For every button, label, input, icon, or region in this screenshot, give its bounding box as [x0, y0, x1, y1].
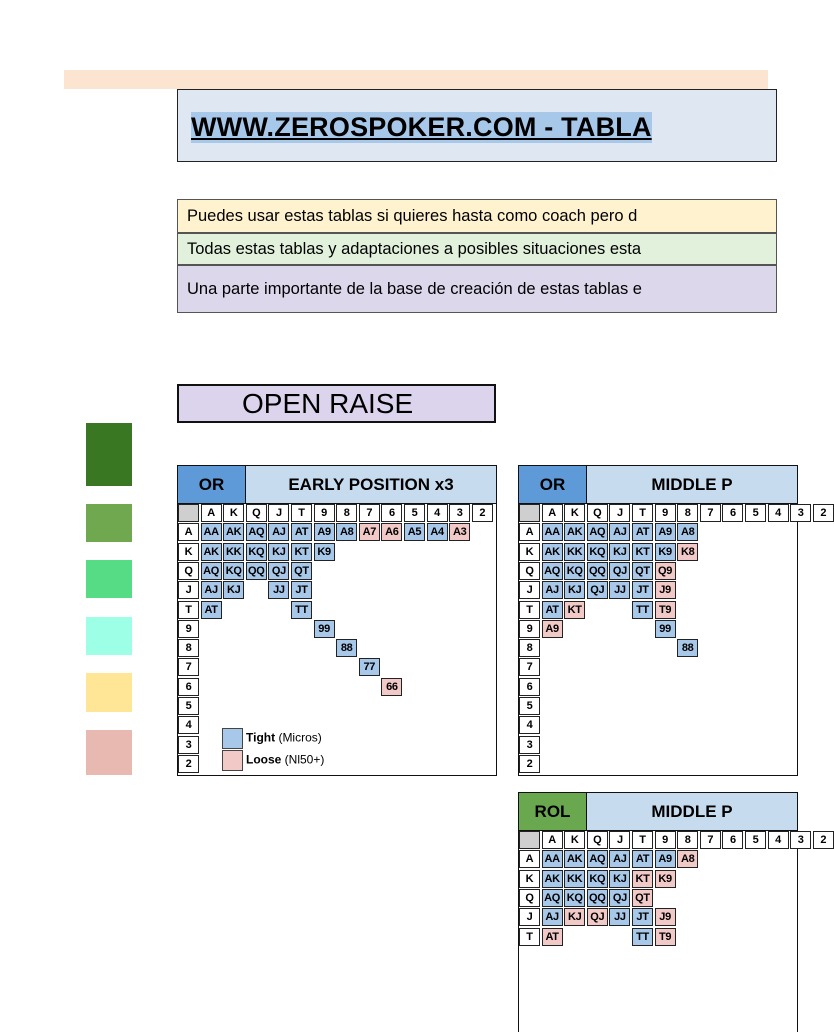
hand-cell: AQ [201, 562, 222, 580]
table-tag: ROL [519, 793, 587, 830]
hand-cell: KJ [223, 581, 244, 599]
row-header: J [178, 581, 199, 599]
title-banner [177, 89, 777, 162]
hand-cell: KT [632, 870, 653, 888]
row-header: 7 [519, 658, 540, 676]
hand-cell: 77 [359, 658, 380, 676]
hand-cell: QQ [587, 562, 608, 580]
hand-cell: JT [632, 581, 653, 599]
column-header: 2 [813, 504, 834, 522]
hand-cell: AK [564, 850, 585, 868]
range-table-middle-position [518, 465, 827, 776]
hand-cell: AJ [201, 581, 222, 599]
legend-tight-note: (Micros) [275, 730, 322, 745]
column-header: J [609, 831, 630, 849]
legend-loose-label: Loose [246, 752, 282, 767]
hand-cell: AA [542, 850, 563, 868]
column-header: 6 [381, 504, 402, 522]
grid-corner [519, 504, 540, 522]
column-header: 9 [655, 504, 676, 522]
color-swatch-dark-green [86, 423, 132, 486]
column-header: T [291, 504, 312, 522]
note-base: Una parte importante de la base de creación de estas tablas e [177, 265, 777, 313]
hand-cell: JT [291, 581, 312, 599]
row-header: K [519, 543, 540, 561]
hand-cell: QJ [609, 562, 630, 580]
color-swatch-pink [86, 730, 132, 775]
hand-cell: AK [201, 543, 222, 561]
column-header: A [542, 831, 563, 849]
column-header: 8 [677, 831, 698, 849]
column-header: 4 [768, 504, 789, 522]
hand-cell: J9 [655, 581, 676, 599]
row-header: 9 [519, 620, 540, 638]
row-header: 4 [178, 716, 199, 734]
row-header: Q [519, 889, 540, 907]
hand-cell: A8 [336, 523, 357, 541]
row-header: A [519, 850, 540, 868]
hand-cell: A5 [404, 523, 425, 541]
hand-cell: KJ [564, 908, 585, 926]
hand-cell: A9 [542, 620, 563, 638]
column-header: T [632, 831, 653, 849]
column-header: 2 [813, 831, 834, 849]
hand-cell: A8 [677, 850, 698, 868]
hand-cell: JJ [609, 581, 630, 599]
legend-tight-swatch [222, 728, 243, 749]
hand-cell: AK [223, 523, 244, 541]
table-tag: OR [178, 466, 246, 503]
hand-cell: KQ [587, 870, 608, 888]
hand-cell: AA [201, 523, 222, 541]
hand-cell: QJ [268, 562, 289, 580]
column-header: K [223, 504, 244, 522]
column-header: 6 [722, 831, 743, 849]
table-header [519, 466, 797, 504]
hand-cell: AJ [542, 908, 563, 926]
row-header: 2 [519, 755, 540, 773]
column-header: Q [587, 831, 608, 849]
hand-cell: A4 [427, 523, 448, 541]
hand-cell: QT [632, 889, 653, 907]
row-header: A [519, 523, 540, 541]
hand-cell: KQ [246, 543, 267, 561]
hand-cell: TT [632, 601, 653, 619]
row-header: 8 [519, 639, 540, 657]
row-header: 3 [519, 736, 540, 754]
hand-cell: K9 [655, 543, 676, 561]
hand-cell: 99 [655, 620, 676, 638]
hand-cell: AT [201, 601, 222, 619]
hand-cell: QJ [609, 889, 630, 907]
hand-cell: KQ [223, 562, 244, 580]
row-header: 2 [178, 755, 199, 773]
row-header: 5 [519, 697, 540, 715]
hand-cell: T9 [655, 601, 676, 619]
hand-cell: JT [632, 908, 653, 926]
hand-cell: A8 [677, 523, 698, 541]
hand-cell: AK [564, 523, 585, 541]
hand-cell: KQ [564, 562, 585, 580]
column-header: 9 [655, 831, 676, 849]
section-title: OPEN RAISE [242, 388, 414, 419]
hand-cell: KJ [268, 543, 289, 561]
hand-cell: JJ [609, 908, 630, 926]
range-table-early-position [177, 465, 497, 776]
hand-cell: KJ [564, 581, 585, 599]
hand-cell: KQ [587, 543, 608, 561]
hand-cell: Q9 [655, 562, 676, 580]
hand-cell: AK [542, 870, 563, 888]
row-header: T [519, 928, 540, 946]
column-header: J [268, 504, 289, 522]
hand-cell: AT [632, 523, 653, 541]
hand-cell: AT [291, 523, 312, 541]
legend-tight [222, 728, 322, 749]
row-header: 6 [519, 678, 540, 696]
row-header: 7 [178, 658, 199, 676]
hand-cell: K8 [677, 543, 698, 561]
column-header: Q [587, 504, 608, 522]
column-header: A [542, 504, 563, 522]
column-header: 5 [745, 831, 766, 849]
column-header: 4 [768, 831, 789, 849]
hand-cell: QQ [246, 562, 267, 580]
table-header [178, 466, 496, 504]
note-adaptations: Todas estas tablas y adaptaciones a posibles situaciones esta [177, 233, 777, 265]
legend-loose-note: (Nl50+) [281, 752, 325, 767]
column-header: Q [246, 504, 267, 522]
hand-cell: QT [291, 562, 312, 580]
column-header: 8 [336, 504, 357, 522]
hand-cell: AT [542, 928, 563, 946]
column-header: 5 [404, 504, 425, 522]
column-header: 7 [359, 504, 380, 522]
hand-cell: AK [542, 543, 563, 561]
hand-cell: AJ [609, 523, 630, 541]
column-header: 8 [677, 504, 698, 522]
hand-cell: KJ [609, 870, 630, 888]
hand-cell: AQ [587, 850, 608, 868]
column-header: 4 [427, 504, 448, 522]
row-header: 8 [178, 639, 199, 657]
row-header: T [178, 601, 199, 619]
hand-cell: AQ [542, 562, 563, 580]
hand-cell: QJ [587, 581, 608, 599]
hand-cell: AQ [587, 523, 608, 541]
row-header: 4 [519, 716, 540, 734]
hand-cell: 66 [381, 678, 402, 696]
hand-cell: KQ [564, 889, 585, 907]
hand-cell: 88 [336, 639, 357, 657]
hand-cell: AT [542, 601, 563, 619]
hand-cell: K9 [655, 870, 676, 888]
column-header: 6 [722, 504, 743, 522]
column-header: 5 [745, 504, 766, 522]
row-header: T [519, 601, 540, 619]
hand-cell: J9 [655, 908, 676, 926]
note-usage: Puedes usar estas tablas si quieres hasta como coach pero d [177, 199, 777, 233]
hand-cell: A6 [381, 523, 402, 541]
column-header: A [201, 504, 222, 522]
table-tag: OR [519, 466, 587, 503]
color-swatch-green [86, 504, 132, 542]
hand-cell: A3 [449, 523, 470, 541]
color-swatch-aqua [86, 617, 132, 655]
row-header: K [178, 543, 199, 561]
hand-cell: AJ [609, 850, 630, 868]
hand-cell: AJ [542, 581, 563, 599]
hand-cell: KK [564, 870, 585, 888]
table-title: MIDDLE P [587, 466, 797, 503]
legend-tight-label: Tight [246, 730, 276, 745]
hand-cell: JJ [268, 581, 289, 599]
hand-cell: A9 [655, 850, 676, 868]
column-header: 7 [700, 504, 721, 522]
hand-cell: T9 [655, 928, 676, 946]
column-header: 3 [790, 504, 811, 522]
column-header: 3 [449, 504, 470, 522]
row-header: Q [178, 562, 199, 580]
hand-cell: A9 [655, 523, 676, 541]
column-header: 3 [790, 831, 811, 849]
hand-cell: QT [632, 562, 653, 580]
column-header: T [632, 504, 653, 522]
hand-cell: 99 [314, 620, 335, 638]
legend-loose-swatch [222, 750, 243, 771]
row-header: A [178, 523, 199, 541]
hand-cell: AT [632, 850, 653, 868]
table-header [519, 793, 797, 831]
hand-cell: TT [291, 601, 312, 619]
column-header: J [609, 504, 630, 522]
row-header: Q [519, 562, 540, 580]
row-header: 6 [178, 678, 199, 696]
hand-cell: AQ [542, 889, 563, 907]
legend-loose [222, 750, 324, 771]
column-header: 7 [700, 831, 721, 849]
hand-cell: QJ [587, 908, 608, 926]
hand-cell: AA [542, 523, 563, 541]
hand-cell: KT [632, 543, 653, 561]
hand-cell: AQ [246, 523, 267, 541]
hand-cell: A9 [314, 523, 335, 541]
hand-cell: A7 [359, 523, 380, 541]
color-swatch-mint [86, 560, 132, 598]
table-title: EARLY POSITION x3 [246, 466, 496, 503]
row-header: 9 [178, 620, 199, 638]
row-header: J [519, 908, 540, 926]
column-header: 9 [314, 504, 335, 522]
row-header: 3 [178, 736, 199, 754]
hand-cell: K9 [314, 543, 335, 561]
range-table-rol-middle-position [518, 792, 827, 1032]
hand-cell: KK [223, 543, 244, 561]
row-header: K [519, 870, 540, 888]
hand-cell: KJ [609, 543, 630, 561]
column-header: K [564, 504, 585, 522]
table-title: MIDDLE P [587, 793, 797, 830]
hand-cell: TT [632, 928, 653, 946]
color-swatch-yellow [86, 673, 132, 712]
column-header: 2 [472, 504, 493, 522]
hand-cell: 88 [677, 639, 698, 657]
hand-cell: AJ [268, 523, 289, 541]
row-header: J [519, 581, 540, 599]
section-header-open-raise [177, 384, 496, 423]
grid-corner [178, 504, 199, 522]
grid-corner [519, 831, 540, 849]
hand-cell: KK [564, 543, 585, 561]
hand-cell: KT [291, 543, 312, 561]
top-band [64, 70, 768, 89]
hand-cell: KT [564, 601, 585, 619]
page-title: WWW.ZEROSPOKER.COM - TABLA [191, 112, 652, 142]
column-header: K [564, 831, 585, 849]
row-header: 5 [178, 697, 199, 715]
hand-cell: QQ [587, 889, 608, 907]
